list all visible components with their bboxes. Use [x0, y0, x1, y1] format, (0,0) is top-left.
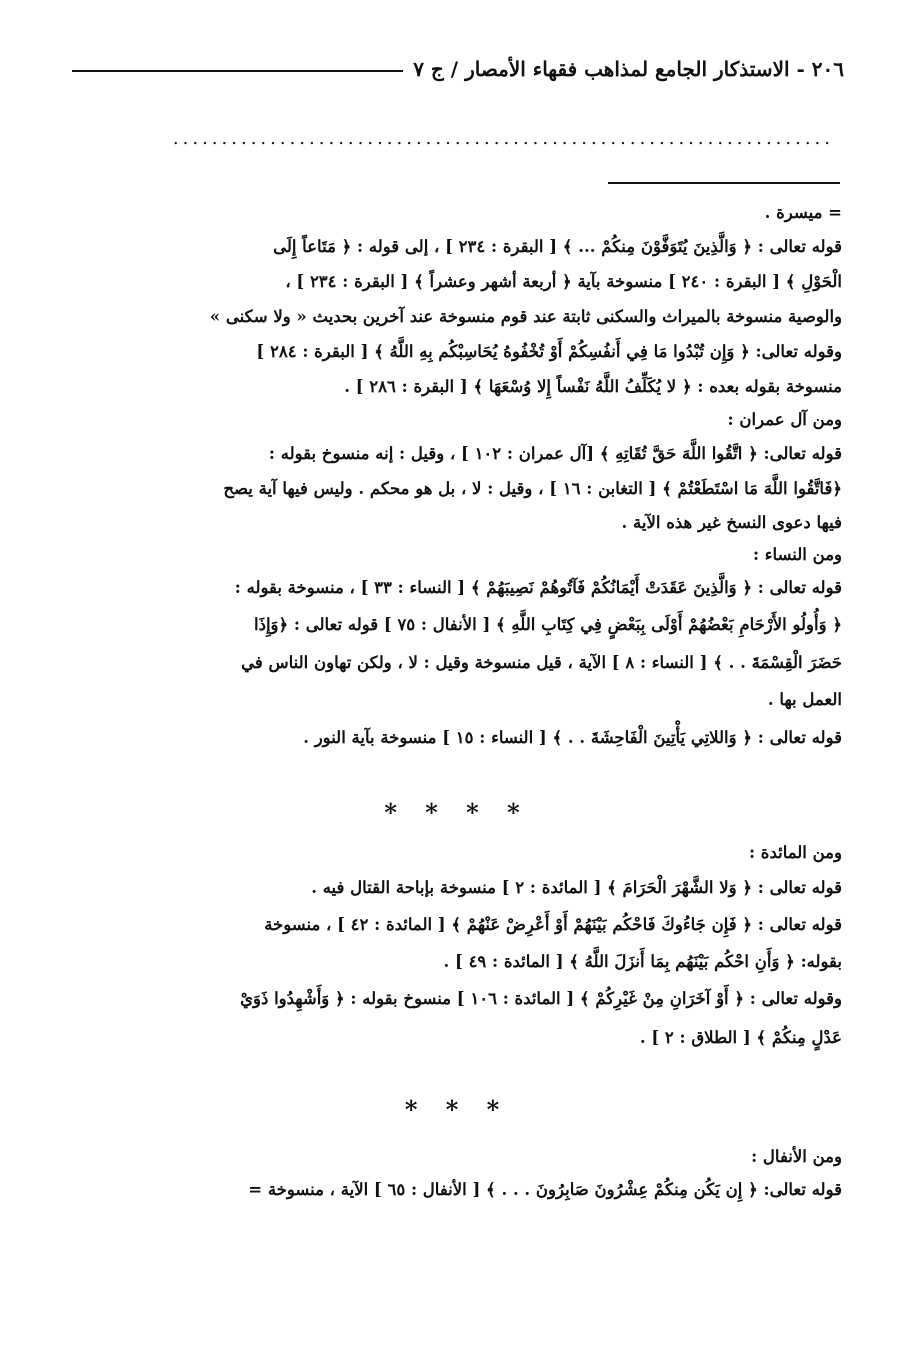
text-line: قوله تعالى : ﴿ وَالَّذِينَ عَقَدَتْ أَيْمَانُكُمْ فَآتُوهُمْ نَصِيبَهُمْ ﴾ [ النساء : ٣٣ ] ، منسوخة بقوله : — [234, 578, 842, 597]
section-divider-stars: * * * — [404, 1095, 510, 1124]
text-line: الْحَوْلِ ﴾ [ البقرة : ٢٤٠ ] منسوخة بآية ﴿ أربعة أشهر وعشراً ﴾ [ البقرة : ٢٣٤ ] ، — [285, 272, 842, 291]
section-heading: ومن الأنفال : — [751, 1147, 842, 1166]
running-title: ٢٠٦ - الاستذكار الجامع لمذاهب فقهاء الأمصار / ج ٧ — [413, 57, 844, 81]
text-line: قوله تعالى : ﴿ وَالَّذِينَ يُتَوَفَّوْنَ مِنكُمْ ... ﴾ [ البقرة : ٢٣٤ ] ، إلى قوله : ﴿ مَتَاعاً إِلَى — [273, 237, 842, 256]
text-line: وقوله تعالى: ﴿ وَإِن تُبْدُوا مَا فِي أَنفُسِكُمْ أَوْ تُخْفُوهُ يُحَاسِبْكُم بِهِ اللَّهُ ﴾ [ البقرة : ٢٨٤ ] — [256, 342, 842, 361]
text-line: ﴿فَاتَّقُوا اللَّهَ مَا اسْتَطَعْتُمْ ﴾ [ التغابن : ١٦ ] ، وقيل : لا ، بل هو محكم . وليس فيها آية يصح — [223, 479, 842, 498]
text-line: قوله تعالى : ﴿ وَلا الشَّهْرَ الْحَرَامَ ﴾ [ المائدة : ٢ ] منسوخة بإباحة القتال فيه . — [311, 878, 842, 897]
header-rule — [72, 70, 403, 72]
text-line: قوله تعالى: ﴿ اتَّقُوا اللَّهَ حَقَّ تُقَاتِهِ ﴾ [آل عمران : ١٠٢ ] ، وقيل : إنه منسوخ بقوله : — [268, 444, 842, 463]
text-line: والوصية منسوخة بالميراث والسكنى ثابتة عند قوم منسوخة عند آخرين بحديث « ولا سكنى » — [209, 307, 842, 326]
section-heading: ومن المائدة : — [748, 843, 842, 862]
footnote-rule — [608, 182, 840, 184]
text-line: منسوخة بقوله بعده : ﴿ لا يُكَلِّفُ اللَّهُ نَفْساً إِلا وُسْعَهَا ﴾ [ البقرة : ٢٨٦ ] . — [344, 377, 842, 396]
text-line: فيها دعوى النسخ غير هذه الآية . — [621, 513, 842, 532]
text-line: عَدْلٍ مِنكُمْ ﴾ [ الطلاق : ٢ ] . — [639, 1028, 842, 1047]
text-line: حَضَرَ الْقِسْمَةَ . . ﴾ [ النساء : ٨ ] الآية ، قيل منسوخة وقيل : لا ، ولكن تهاون الناس في — [241, 653, 842, 672]
text-line: بقوله: ﴿ وَأَنِ احْكُم بَيْنَهُم بِمَا أَنزَلَ اللَّهُ ﴾ [ المائدة : ٤٩ ] . — [443, 952, 842, 971]
text-line: قوله تعالى : ﴿ وَاللاتِي يَأْتِينَ الْفَاحِشَةَ . . ﴾ [ النساء : ١٥ ] منسوخة بآية النور . — [303, 728, 842, 747]
text-line: ﴿ وَأُولُو الأَرْحَامِ بَعْضُهُمْ أَوْلَى بِبَعْضٍ فِي كِتَابِ اللَّهِ ﴾ [ الأنفال : ٧٥ ] قوله تعالى : ﴿وَإِذَا — [254, 615, 842, 634]
main-text — [72, 196, 842, 1208]
text-line: قوله تعالى : ﴿ فَإِن جَاءُوكَ فَاحْكُم بَيْنَهُمْ أَوْ أَعْرِضْ عَنْهُمْ ﴾ [ المائدة : ٤٢ ] ، منسوخة — [264, 915, 842, 934]
text-line: العمل بها . — [767, 690, 842, 709]
text-line: وقوله تعالى : ﴿ أَوْ آخَرَانِ مِنْ غَيْرِكُمْ ﴾ [ المائدة : ١٠٦ ] منسوخ بقوله : ﴿ وَأَشْهِدُوا ذَوَيْ — [240, 989, 842, 1008]
section-divider-stars: * * * * — [384, 798, 530, 827]
dotted-separator: .................................................................... — [172, 128, 834, 149]
section-heading: ومن النساء : — [752, 545, 842, 564]
section-heading: ومن آل عمران : — [727, 410, 842, 429]
text-line: قوله تعالى: ﴿ إِن يَكُن مِنكُمْ عِشْرُونَ صَابِرُونَ . . . ﴾ [ الأنفال : ٦٥ ] الآية ، منسوخة = — [248, 1180, 842, 1199]
page-header — [72, 52, 844, 86]
text-line: = ميسرة . — [764, 203, 842, 222]
